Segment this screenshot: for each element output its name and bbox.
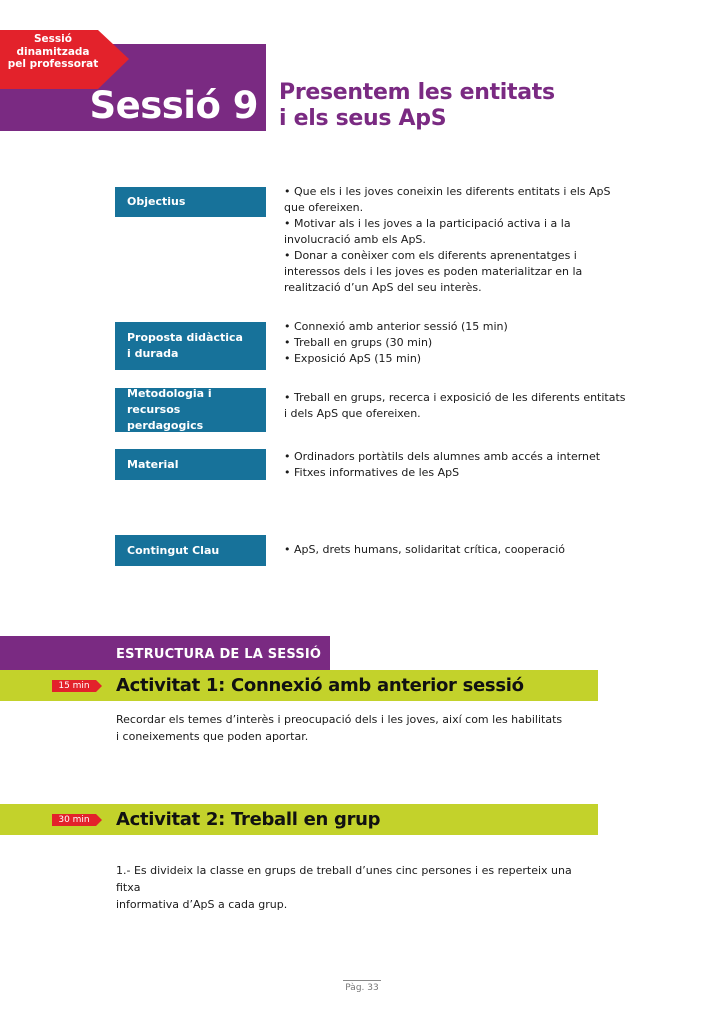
label-text: perdagogics — [127, 419, 204, 432]
content-line: i dels ApS que ofereixen. — [284, 407, 421, 420]
content-material — [284, 449, 624, 481]
content-objectius — [284, 184, 624, 296]
content-line: • Que els i les joves coneixin les diferents entitats i els ApS — [284, 185, 611, 198]
label-material — [115, 449, 266, 480]
label-text: Metodologia i recursos — [127, 387, 212, 416]
body-line: i coneixements que poden aportar. — [116, 730, 309, 743]
label-text: Objectius — [127, 195, 186, 208]
label-objectius — [115, 187, 266, 217]
content-line: • Connexió amb anterior sessió (15 min) — [284, 320, 508, 333]
content-line: • Ordinadors portàtils dels alumnes amb accés a internet — [284, 450, 601, 463]
page-number: Pàg. 33 — [345, 983, 379, 993]
title-line: i els seus ApS — [279, 106, 447, 131]
activity-body — [116, 711, 596, 745]
time-tag-text: 30 min — [58, 815, 90, 825]
content-line: • Fitxes informatives de les ApS — [284, 466, 460, 479]
content-line: • Treball en grups, recerca i exposició de les diferents entitats — [284, 391, 626, 404]
body-line: 1.- Es divideix la classe en grups de treball d’unes cinc persones i es reperteix una fitxa — [116, 864, 572, 894]
facilitator-tag-text — [0, 33, 106, 71]
activity-body — [116, 862, 596, 913]
label-contingut — [115, 535, 266, 566]
content-line: involucració amb els ApS. — [284, 233, 426, 246]
activity-title: Activitat 2: Treball en grup — [116, 809, 381, 830]
tag-line: dinamitzada — [16, 45, 90, 58]
content-contingut — [284, 542, 624, 558]
tag-line: pel professorat — [7, 58, 99, 70]
label-text: Contingut Clau — [127, 543, 220, 557]
content-line: • Motivar als i les joves a la participació activa i a la — [284, 217, 571, 230]
content-line: • Exposició ApS (15 min) — [284, 352, 422, 365]
page-title — [279, 80, 555, 132]
content-line: • ApS, drets humans, solidaritat crítica, cooperació — [284, 543, 566, 556]
footer-divider — [343, 980, 381, 981]
label-text: Material — [127, 457, 179, 471]
title-line: Presentem les entitats — [279, 80, 555, 105]
content-metodologia — [284, 390, 624, 422]
content-line: interessos dels i les joves es poden materialitzar en la — [284, 265, 583, 278]
tag-line: Sessió — [34, 33, 72, 45]
session-number: Sessió 9 — [89, 84, 258, 127]
body-line: Recordar els temes d’interès i preocupació dels i les joves, així com les habilitats — [116, 713, 563, 726]
content-line: • Treball en grups (30 min) — [284, 336, 433, 349]
activity-title: Activitat 1: Connexió amb anterior sessió — [116, 675, 524, 696]
time-tag-text: 15 min — [58, 681, 90, 691]
content-line: realització d’un ApS del seu interès. — [284, 281, 482, 294]
content-proposta — [284, 319, 624, 367]
label-metodologia — [115, 388, 266, 432]
label-text: Proposta didàctica — [127, 331, 243, 344]
content-line: • Donar a conèixer com els diferents aprenentatges i — [284, 249, 577, 262]
structure-heading: ESTRUCTURA DE LA SESSIÓ — [0, 636, 330, 670]
body-line: informativa d’ApS a cada grup. — [116, 898, 288, 911]
label-text: i durada — [127, 347, 179, 360]
content-line: que ofereixen. — [284, 201, 364, 214]
label-proposta — [115, 322, 266, 370]
